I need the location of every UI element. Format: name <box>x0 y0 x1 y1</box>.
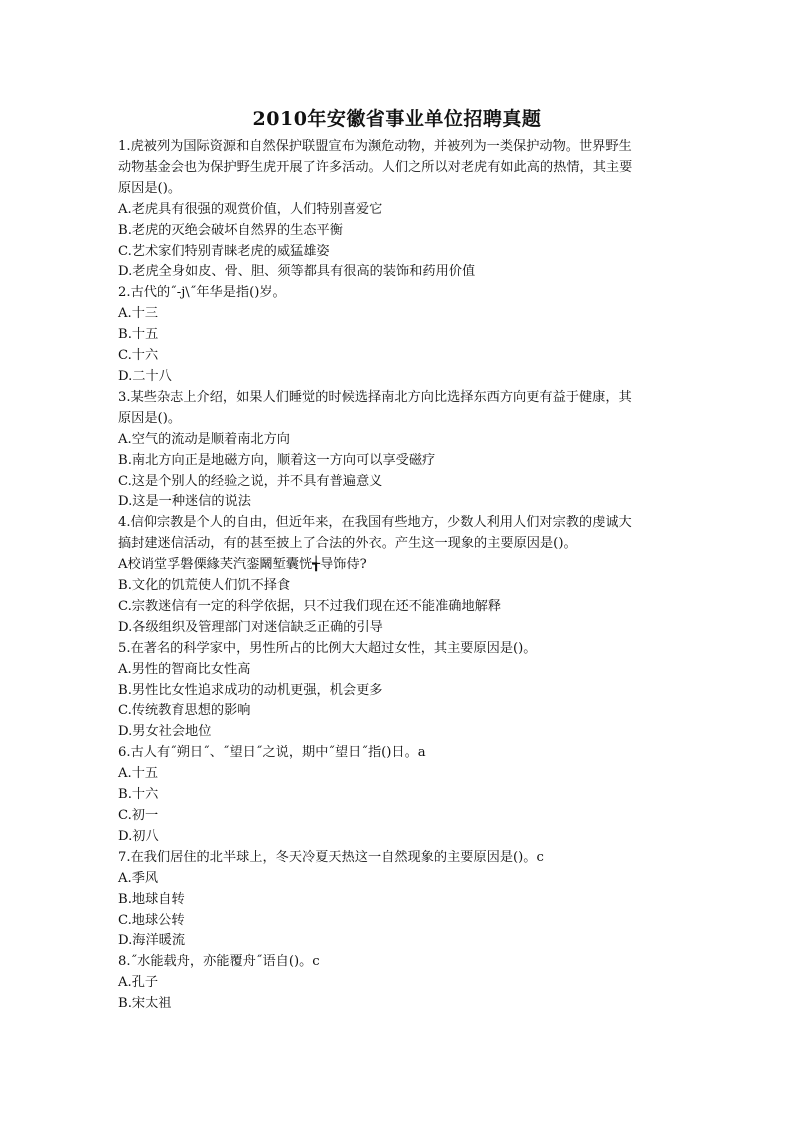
text-line: D.海洋暖流 <box>118 933 186 949</box>
text-line: D.二十八 <box>118 368 172 384</box>
text-line: A.十三 <box>118 306 159 322</box>
text-line: B.文化的饥荒使人们饥不择食 <box>118 578 291 594</box>
text-line: B.男性比女性追求成功的动机更强，机会更多 <box>118 682 383 698</box>
text-line: A.季风 <box>118 870 159 886</box>
text-line: C.初一 <box>118 808 159 823</box>
text-line: A.十五 <box>118 766 159 782</box>
text-line: 2.古代的˝-j\˝年华是指()岁。 <box>118 285 286 301</box>
text-line: B.南北方向正是地磁方向，顺着这一方向可以享受磁疗 <box>118 452 436 468</box>
text-line: C.十六 <box>118 348 159 364</box>
text-line: B.十六 <box>118 787 159 803</box>
text-line: C.宗教迷信有一定的科学依据，只不过我们现在还不能准确地解释 <box>118 598 502 614</box>
text-line: B.老虎的灭绝会破坏自然界的生态平衡 <box>118 222 343 238</box>
text-line: B.十五 <box>118 327 159 343</box>
text-line: 1.虎被列为国际资源和自然保护联盟宣布为濒危动物，并被列为一类保护动物。世界野生 <box>118 139 632 154</box>
text-line: 3.某些杂志上介绍，如果人们睡觉的时候选择南北方向比选择东西方向更有益于健康，其 <box>118 389 632 405</box>
text-line: D.男女社会地位 <box>118 724 212 740</box>
text-line: D.各级组织及管理部门对迷信缺乏正确的引导 <box>118 619 383 635</box>
text-line: C.这是个别人的经验之说，并不具有普遍意义 <box>118 473 383 489</box>
text-line: A.老虎具有很强的观赏价值，人们特别喜爱它 <box>118 201 383 217</box>
text-line: D.初八 <box>118 828 159 844</box>
text-line: A.孔子 <box>118 975 159 991</box>
text-line: A.男性的智商比女性高 <box>118 661 251 677</box>
text-line: C.地球公转 <box>118 912 185 928</box>
text-line: D.老虎全身如皮、骨、胆、须等都具有很高的装饰和药用价值 <box>118 264 476 280</box>
text-line: B.宋太祖 <box>118 996 172 1012</box>
text-line: 6.古人有˝朔日˝、˝望日˝之说，期中˝望日˝指()日。a <box>118 745 426 761</box>
question-list <box>118 137 678 1015</box>
text-line: 5.在著名的科学家中，男性所占的比例大大超过女性，其主要原因是()。 <box>118 640 537 656</box>
text-line: C.传统教育思想的影响 <box>118 703 251 719</box>
text-line: 7.在我们居住的北半球上，冬天冷夏天热这一自然现象的主要原因是()。c <box>118 849 544 865</box>
text-line: 8.˝水能载舟，亦能覆舟˝语自()。c <box>118 954 320 970</box>
text-line: D.这是一种迷信的说法 <box>118 494 251 510</box>
text-line: 搞封建迷信活动，有的甚至披上了合法的外衣。产生这一现象的主要原因是()。 <box>118 536 577 552</box>
document-title: 2010年安徽省事业单位招聘真题 <box>252 108 542 130</box>
text-line: 原因是()。 <box>118 180 182 196</box>
text-line: 原因是()。 <box>118 410 182 426</box>
text-line: C.艺术家们特别青睐老虎的威猛雄姿 <box>118 243 330 259</box>
text-line: 动物基金会也为保护野生虎开展了许多活动。人们之所以对老虎有如此高的热情，其主要 <box>118 159 633 175</box>
text-line: A校诮堂孚磐傈緣芺汽銮鬫堑囊恍╅导饰侍? <box>118 557 367 573</box>
text-line: A.空气的流动是顺着南北方向 <box>118 431 290 447</box>
text-line: B.地球自转 <box>118 891 185 907</box>
text-line: 4.信仰宗教是个人的自由，但近年来，在我国有些地方，少数人利用人们对宗教的虔诚大 <box>118 515 632 531</box>
